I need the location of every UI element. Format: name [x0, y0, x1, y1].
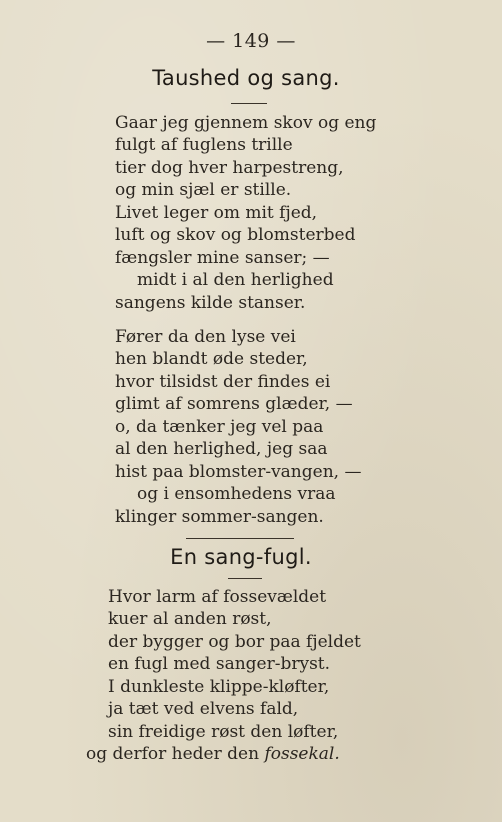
section-divider: [186, 538, 294, 539]
poem-line: hvor tilsidst der findes ei: [115, 372, 331, 392]
poem-line: og min sjæl er stille.: [115, 180, 292, 200]
poem-line: Livet leger om mit fjed,: [115, 203, 318, 223]
poem-line-emphasis: fossekal.: [264, 744, 340, 764]
poem-line: tier dog hver harpestreng,: [115, 158, 344, 178]
poem-line: midt i al den herlighed: [137, 270, 334, 290]
poem-line: luft og skov og blomsterbed: [115, 225, 356, 245]
poem-line: [86, 743, 340, 766]
poem-title-en-sang-fugl: En sang-fugl.: [170, 545, 312, 569]
poem-line: ja tæt ved elvens fald,: [108, 699, 299, 719]
title-rule: [231, 103, 267, 104]
page-number: — 149 —: [206, 30, 296, 52]
poem-title-taushed-og-sang: Taushed og sang.: [152, 66, 340, 90]
poem-line: o, da tænker jeg vel paa: [115, 417, 324, 437]
poem-line: al den herlighed, jeg saa: [115, 439, 328, 459]
title-rule: [228, 578, 262, 579]
poem-line: Hvor larm af fossevældet: [108, 587, 327, 607]
poem-line: og i ensomhedens vraa: [137, 484, 336, 504]
poem-line: hist paa blomster-vangen, —: [115, 462, 362, 482]
poem-line-text: og derfor heder den: [86, 744, 260, 764]
poem-line: en fugl med sanger-bryst.: [108, 654, 331, 674]
poem-line: I dunkleste klippe-kløfter,: [108, 677, 330, 697]
poem-line: fulgt af fuglens trille: [115, 135, 293, 155]
poem-line: Gaar jeg gjennem skov og eng: [115, 113, 377, 133]
poem-line: der bygger og bor paa fjeldet: [108, 632, 361, 652]
poem-line: klinger sommer-sangen.: [115, 507, 324, 527]
poem-line: glimt af somrens glæder, —: [115, 394, 353, 414]
poem-line: sin freidige røst den løfter,: [108, 722, 339, 742]
poem-line: sangens kilde stanser.: [115, 293, 306, 313]
poem-line: kuer al anden røst,: [108, 609, 272, 629]
poem-line: Fører da den lyse vei: [115, 327, 296, 347]
poem-line: fængsler mine sanser; —: [115, 248, 330, 268]
poem-line: hen blandt øde steder,: [115, 349, 308, 369]
